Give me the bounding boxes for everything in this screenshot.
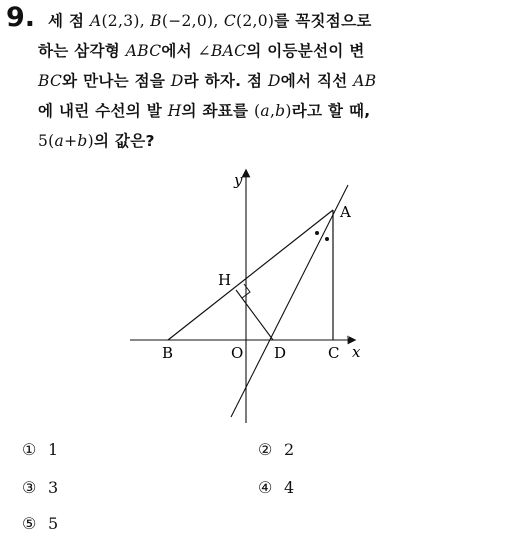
math-text: , — [269, 102, 276, 120]
choice-value: 3 — [48, 478, 59, 497]
math-text: b — [77, 132, 88, 150]
math-text: ) — [285, 102, 292, 120]
choice-2[interactable] — [258, 440, 294, 459]
math-text: A — [89, 12, 102, 30]
angle-dot — [315, 231, 319, 235]
choice-value: 2 — [284, 440, 295, 459]
math-text: BAC — [210, 42, 247, 60]
choice-value: 5 — [48, 514, 59, 533]
question-number: 9. — [6, 2, 36, 33]
stem-text: 하는 삼각형 — [38, 42, 126, 60]
point-b-label: B — [162, 344, 174, 362]
choice-4[interactable] — [258, 478, 294, 497]
stem-text: 의 좌표를 — [181, 102, 255, 120]
perpendicular-dh — [236, 290, 273, 340]
math-text: C — [223, 12, 237, 30]
stem-text: 에서 — [161, 42, 198, 60]
math-text: a — [54, 132, 65, 150]
stem-text: 라 하자. 점 — [183, 72, 268, 90]
stem-text: 의 값은? — [93, 132, 155, 150]
choice-marker: ⑤ — [22, 514, 37, 533]
point-d-label: D — [274, 344, 287, 362]
point-h-label: H — [218, 271, 232, 289]
angle-bisector-line — [231, 185, 348, 417]
y-axis-label: y — [234, 171, 243, 189]
choice-marker: ④ — [258, 478, 273, 497]
choice-5[interactable] — [22, 514, 58, 533]
stem-text: 에서 직선 — [280, 72, 354, 90]
question-stem — [38, 6, 513, 156]
math-text: a — [260, 102, 270, 120]
origin-tick-mark — [347, 336, 349, 338]
coordinate-figure — [130, 165, 380, 430]
stem-line — [38, 96, 513, 126]
angle-dot — [325, 237, 329, 241]
math-text: 5( — [38, 132, 55, 150]
math-text: AB — [353, 72, 377, 90]
point-a-label: A — [340, 203, 351, 221]
math-text: + — [64, 132, 78, 150]
point-c-label: C — [328, 344, 340, 362]
stem-text: 에 내린 수선의 발 — [38, 102, 168, 120]
stem-line — [38, 6, 513, 36]
math-text: H — [167, 102, 182, 120]
math-text: ) — [87, 132, 94, 150]
stem-line — [38, 66, 513, 96]
math-text: D — [170, 72, 184, 90]
math-text: b — [275, 102, 286, 120]
stem-text: 를 꼭짓점으로 — [274, 12, 372, 30]
math-text: (2,3), — [101, 12, 151, 30]
stem-line — [38, 36, 513, 66]
side-ab — [168, 210, 333, 340]
x-axis-label: x — [352, 343, 361, 361]
math-text: (2,0) — [236, 12, 275, 30]
math-text: ( — [254, 102, 261, 120]
stem-text: 와 만나는 점을 — [62, 72, 171, 90]
math-text: B — [150, 12, 162, 30]
math-text: ∠ — [197, 42, 211, 60]
choice-3[interactable] — [22, 478, 58, 497]
stem-line — [38, 126, 513, 156]
choice-marker: ③ — [22, 478, 37, 497]
math-text: BC — [38, 72, 63, 90]
math-text: D — [267, 72, 281, 90]
origin-label: O — [231, 344, 244, 362]
choice-value: 4 — [284, 478, 295, 497]
stem-text: 라고 할 때, — [291, 102, 371, 120]
math-text: ABC — [125, 42, 162, 60]
stem-text: 의 이등분선이 변 — [246, 42, 365, 60]
choice-marker: ② — [258, 440, 273, 459]
choice-marker: ① — [22, 440, 37, 459]
choice-value: 1 — [48, 440, 59, 459]
choice-1[interactable] — [22, 440, 58, 459]
math-text: (−2,0), — [161, 12, 224, 30]
stem-text: 세 점 — [48, 12, 90, 30]
